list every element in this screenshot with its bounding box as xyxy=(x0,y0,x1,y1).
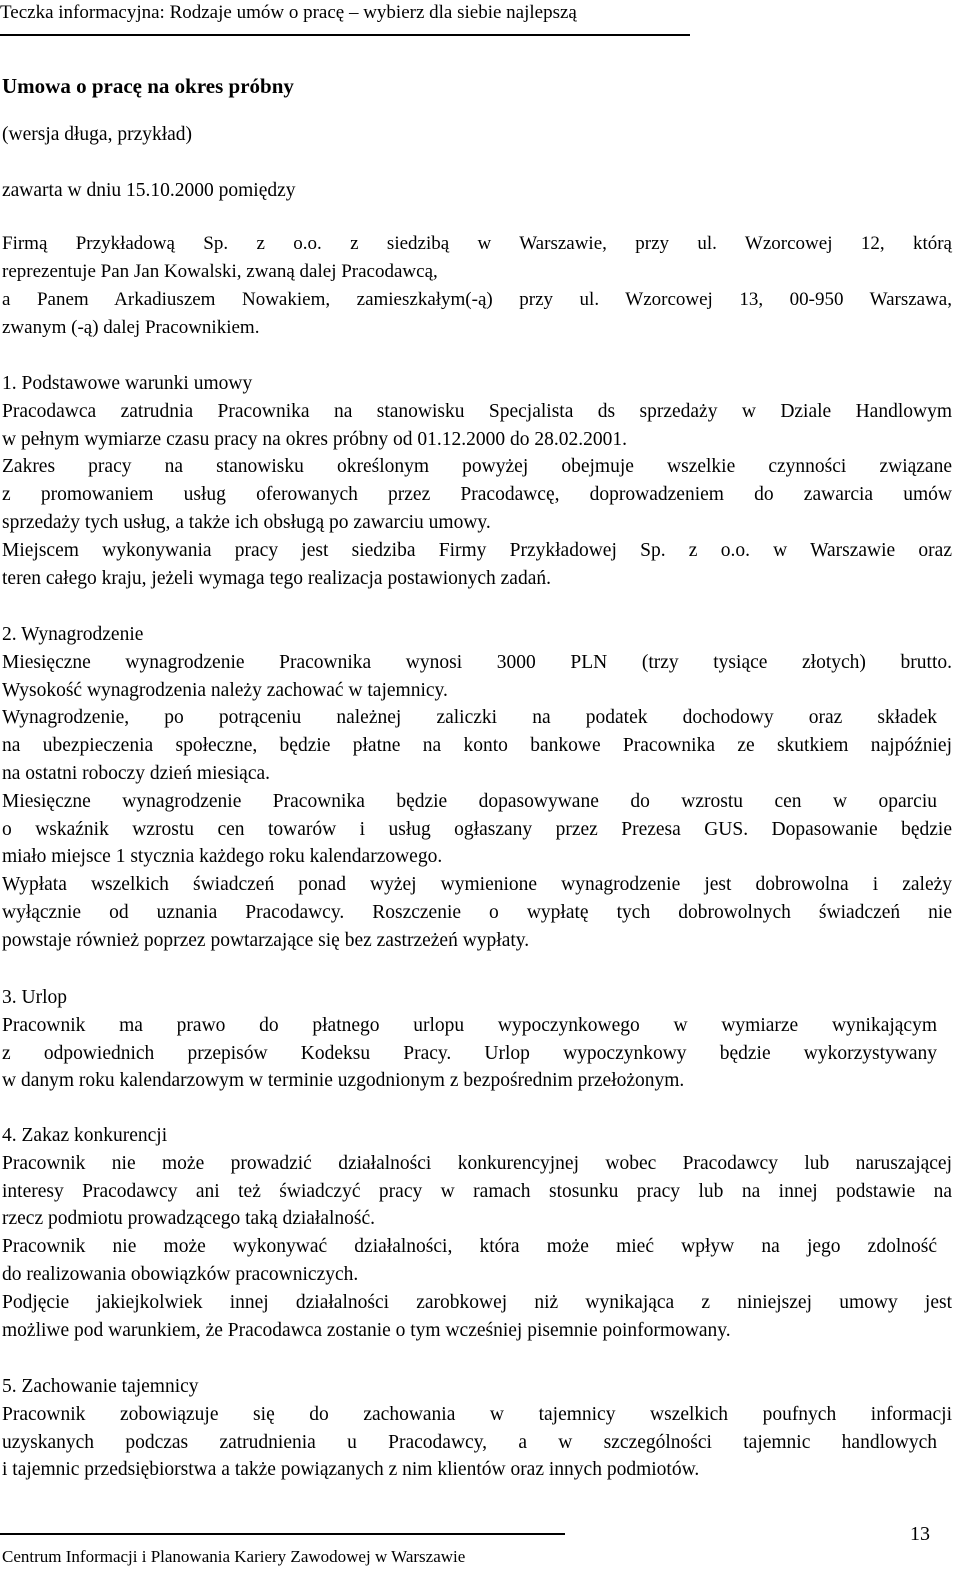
section-line: sprzedaży tych usług, a także ich obsługą po zawarciu umowy. xyxy=(2,511,491,533)
section-line: w pełnym wymiarze czasu pracy na okres próbny od 01.12.2000 do 28.02.2001. xyxy=(2,428,627,450)
section-line: i tajemnic przedsiębiorstwa a także powiązanych z nim klientów oraz innych podmiotów. xyxy=(2,1459,700,1481)
section-line: w danym roku kalendarzowym w terminie uzgodnionym z bezpośrednim przełożonym. xyxy=(2,1070,685,1092)
section-line: Pracownik ma prawo do płatnego urlopu wypoczynkowego w wymiarze wynikającym xyxy=(2,1014,937,1036)
section-line: Pracodawca zatrudnia Pracownika na stanowisku Specjalista ds sprzedaży w Dziale Handlowym xyxy=(2,400,952,422)
section-line: powstaje również poprzez powtarzające się bez zastrzeżeń wypłaty. xyxy=(2,929,530,951)
section-1 xyxy=(2,370,952,592)
document-title: Umowa o pracę na okres próbny xyxy=(2,74,294,98)
section-line: Miesięczne wynagrodzenie Pracownika będzie dopasowywane do wzrostu cen w oparciu xyxy=(2,790,937,812)
footer-rule xyxy=(0,1533,565,1535)
section-line: możliwe pod warunkiem, że Pracodawca zostanie o tym wcześniej pisemnie poinformowany. xyxy=(2,1319,731,1341)
section-line: z odpowiednich przepisów Kodeksu Pracy. Urlop wypoczynkowy będzie wykorzystywany xyxy=(2,1042,937,1064)
section-4 xyxy=(2,1122,952,1344)
parties-line: a Panem Arkadiuszem Nowakiem, zamieszkałym(-ą) przy ul. Wzorcowej 13, 00-950 Warszawa, xyxy=(2,289,952,310)
section-line: uzyskanych podczas zatrudnienia u Pracodawcy, a w szczególności tajemnic handlowych xyxy=(2,1431,937,1453)
parties-line: Firmą Przykładową Sp. z o.o. z siedzibą w Warszawie, przy ul. Wzorcowej 12, którą xyxy=(2,233,952,254)
section-heading: 1. Podstawowe warunki umowy xyxy=(2,373,253,394)
section-5 xyxy=(2,1373,952,1484)
document-subtitle: (wersja długa, przykład) xyxy=(2,124,193,145)
section-line: Wypłata wszelkich świadczeń ponad wyżej wymienione wynagrodzenie jest dobrowolna i zależy xyxy=(2,874,952,896)
date-line: zawarta w dniu 15.10.2000 pomiędzy xyxy=(2,180,296,201)
section-line: wyłącznie od uznania Pracodawcy. Roszczenie o wypłatę tych dobrowolnych świadczeń nie xyxy=(2,901,952,923)
section-heading: 2. Wynagrodzenie xyxy=(2,624,144,645)
section-line: Wynagrodzenie, po potrąceniu należnej zaliczki na podatek dochodowy oraz składek xyxy=(2,707,937,729)
section-heading: 3. Urlop xyxy=(2,987,67,1008)
section-line: Zakres pracy na stanowisku określonym powyżej obejmuje wszelkie czynności związane xyxy=(2,456,952,478)
parties-line: reprezentuje Pan Jan Kowalski, zwaną dalej Pracodawcą, xyxy=(2,261,438,282)
section-line: do realizowania obowiązków pracowniczych. xyxy=(2,1263,359,1285)
section-line: interesy Pracodawcy ani też świadczyć pracy w ramach stosunku pracy lub na innej podstawie na xyxy=(2,1180,952,1202)
section-line: Pracownik nie może wykonywać działalności, która może mieć wpływ na jego zdolność xyxy=(2,1236,937,1258)
section-line: Miejscem wykonywania pracy jest siedziba Firmy Przykładowej Sp. z o.o. w Warszawie oraz xyxy=(2,539,952,561)
section-heading: 4. Zakaz konkurencji xyxy=(2,1125,168,1146)
parties-block xyxy=(2,230,952,342)
section-line: Miesięczne wynagrodzenie Pracownika wynosi 3000 PLN (trzy tysiące złotych) brutto. xyxy=(2,651,952,673)
header-rule xyxy=(0,34,690,36)
section-2 xyxy=(2,621,952,955)
section-line: miało miejsce 1 stycznia każdego roku kalendarzowego. xyxy=(2,846,443,868)
section-line: Pracownik nie może prowadzić działalności konkurencyjnej wobec Pracodawcy lub naruszającej xyxy=(2,1152,952,1174)
parties-line: zwanym (-ą) dalej Pracownikiem. xyxy=(2,317,260,338)
page-number: 13 xyxy=(910,1523,930,1545)
section-line: na ubezpieczenia społeczne, będzie płatne na konto bankowe Pracownika ze skutkiem najpóźniej xyxy=(2,735,952,757)
section-heading: 5. Zachowanie tajemnicy xyxy=(2,1376,199,1397)
section-line: teren całego kraju, jeżeli wymaga tego realizacja postawionych zadań. xyxy=(2,567,551,589)
running-header: Teczka informacyjna: Rodzaje umów o pracę – wybierz dla siebie najlepszą xyxy=(0,2,577,23)
section-line: Wysokość wynagrodzenia należy zachować w tajemnicy. xyxy=(2,679,448,701)
running-footer: Centrum Informacji i Planowania Kariery Zawodowej w Warszawie xyxy=(2,1547,466,1566)
section-line: na ostatni roboczy dzień miesiąca. xyxy=(2,762,271,784)
section-line: Podjęcie jakiejkolwiek innej działalności zarobkowej niż wynikająca z niniejszej umowy jest xyxy=(2,1291,952,1313)
section-line: Pracownik zobowiązuje się do zachowania w tajemnicy wszelkich poufnych informacji xyxy=(2,1403,952,1425)
section-line: z promowaniem usług oferowanych przez Pracodawcę, doprowadzeniem do zawarcia umów xyxy=(2,484,952,506)
section-line: rzecz podmiotu prowadzącego taką działalność. xyxy=(2,1208,376,1230)
section-3 xyxy=(2,984,952,1095)
section-line: o wskaźnik wzrostu cen towarów i usług ogłaszany przez Prezesa GUS. Dopasowanie będzie xyxy=(2,818,952,840)
